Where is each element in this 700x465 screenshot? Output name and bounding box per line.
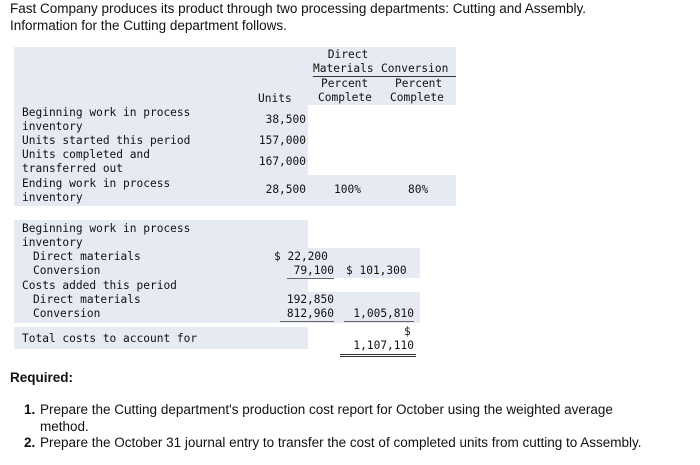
intro-text <box>10 0 695 34</box>
added-conv-value: 812,960 <box>286 307 334 320</box>
intro-line-2: Information for the Cutting department follows. <box>10 18 287 33</box>
added-dm-label: Direct materials <box>33 293 141 306</box>
row-units: 157,000 <box>258 134 306 147</box>
beg-conv-label: Conversion <box>33 264 101 277</box>
header-percent-dm: Percent <box>321 77 369 90</box>
required-item-1-number: 1. <box>24 402 36 417</box>
required-item-1-line-2: method. <box>40 419 89 434</box>
beg-conv-value: 79,100 <box>293 264 334 277</box>
beg-dm-value: $ 22,200 <box>274 250 328 263</box>
added-total-value: 1,005,810 <box>353 307 414 320</box>
header-materials: Materials <box>313 62 374 75</box>
header-units: Units <box>258 92 292 105</box>
total-underline-1 <box>340 354 416 355</box>
row-label: Ending work in process <box>22 177 171 190</box>
required-item-1-line-1: Prepare the Cutting department's production cost report for October using the weighted average <box>40 402 613 417</box>
row-label: Beginning work in process <box>22 106 191 119</box>
row-label-cont: transferred out <box>22 162 124 175</box>
row-label-cont: inventory <box>22 191 83 204</box>
added-conv-label: Conversion <box>33 307 101 320</box>
row-units: 167,000 <box>258 155 306 168</box>
added-conv-underline <box>280 321 334 322</box>
added-dm-value: 192,850 <box>286 293 334 306</box>
header-conversion: Conversion <box>381 62 449 75</box>
row-conv-percent: 80% <box>408 183 429 196</box>
row-label-cont: inventory <box>22 120 83 133</box>
header-complete-conv: Complete <box>390 91 444 104</box>
row-units: 28,500 <box>265 183 306 196</box>
header-complete-dm: Complete <box>318 91 372 104</box>
beg-total-value: $ 101,300 <box>346 264 407 277</box>
total-underline-2 <box>340 356 416 357</box>
required-title: Required: <box>10 370 74 385</box>
required-item-2-number: 2. <box>24 435 36 450</box>
required-item-1 <box>40 401 690 435</box>
beg-dm-label: Direct materials <box>33 250 141 263</box>
beg-wip-label-cont: inventory <box>22 236 83 249</box>
row-label: Units started this period <box>22 134 191 147</box>
added-label: Costs added this period <box>22 279 177 292</box>
row-dm-percent: 100% <box>334 183 361 196</box>
total-costs-label: Total costs to account for <box>22 332 198 345</box>
beg-wip-label: Beginning work in process <box>22 222 191 235</box>
row-label: Units completed and <box>22 148 150 161</box>
header-direct: Direct <box>327 48 369 61</box>
header-percent-conv: Percent <box>395 77 443 90</box>
total-dollar-sign: $ <box>404 325 411 338</box>
row-units: 38,500 <box>265 113 306 126</box>
added-total-underline <box>344 321 414 322</box>
beg-conv-underline <box>287 278 334 279</box>
total-costs-value: 1,107,110 <box>353 339 414 352</box>
intro-line-1: Fast Company produces its product through two processing departments: Cutting and Assembly. <box>10 1 587 16</box>
required-item-2: Prepare the October 31 journal entry to transfer the cost of completed units from cutting to Assembly. <box>40 435 642 450</box>
